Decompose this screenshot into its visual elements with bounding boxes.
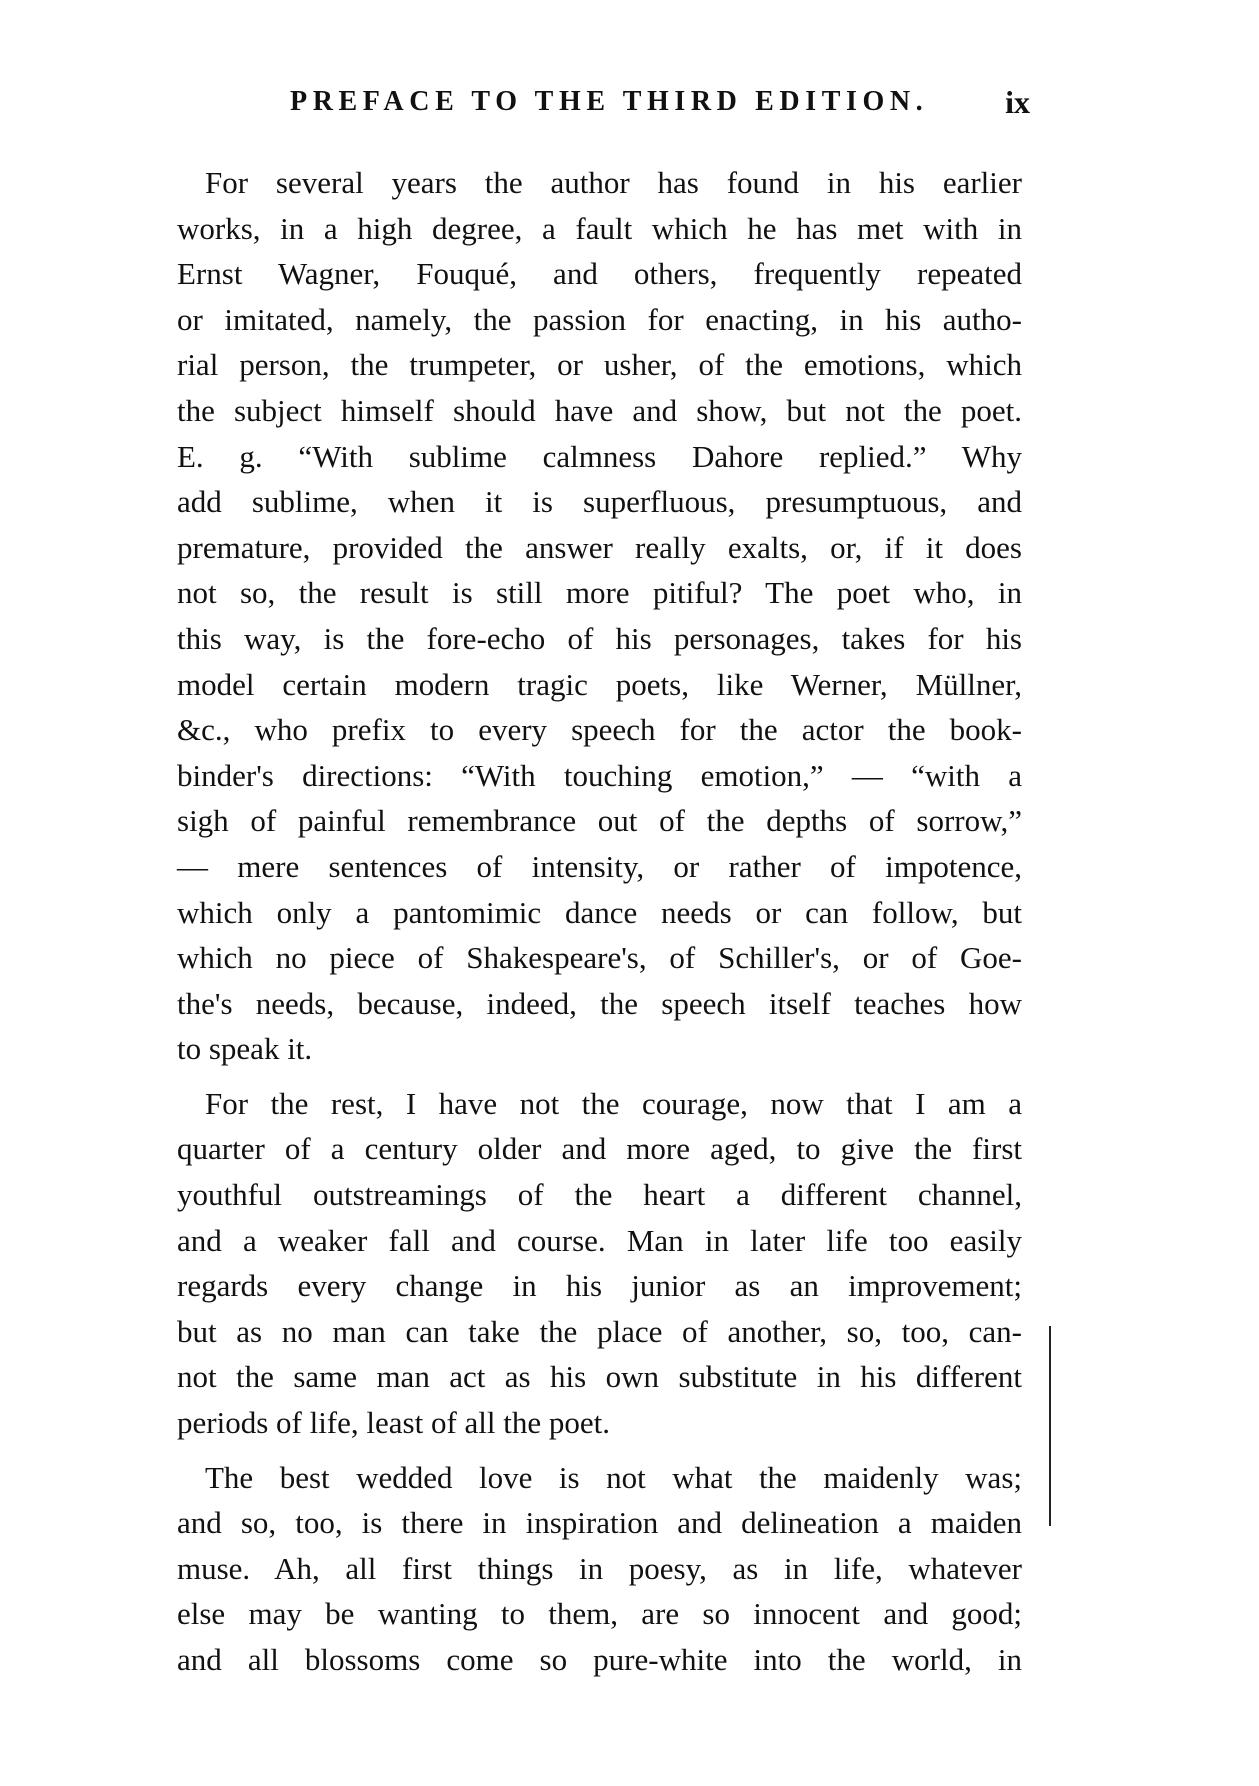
text-line: or imitated, namely, the passion for enacting, in his autho-: [177, 301, 1022, 337]
text-line: model certain modern tragic poets, like Werner, Müllner,: [177, 666, 1022, 702]
text-line: quarter of a century older and more aged, to give the first: [177, 1131, 1022, 1167]
text-line: else may be wanting to them, are so innocent and good;: [177, 1596, 1022, 1632]
text-line: youthful outstreamings of the heart a different channel,: [177, 1177, 1022, 1213]
text-line: rial person, the trumpeter, or usher, of the emotions, which: [177, 347, 1022, 383]
text-line: periods of life, least of all the poet.: [177, 1405, 611, 1441]
text-line: — mere sentences of intensity, or rather of impotence,: [177, 848, 1022, 884]
text-line: works, in a high degree, a fault which he has met with in: [177, 210, 1022, 246]
page-number: ix: [1005, 84, 1030, 120]
running-head: PREFACE TO THE THIRD EDITION.: [290, 86, 929, 117]
text-line: For several years the author has found in his earlier: [205, 165, 1022, 200]
text-line: The best wedded love is not what the maidenly was;: [205, 1459, 1022, 1495]
text-line: binder's directions: “With touching emotion,” — “with a: [177, 757, 1022, 793]
paragraph-3: [177, 1455, 1022, 1683]
text-line: and a weaker fall and course. Man in later life too easily: [177, 1222, 1022, 1258]
text-line: and so, too, is there in inspiration and delineation a maiden: [177, 1505, 1022, 1541]
page-header: [290, 86, 1030, 126]
text-line: the subject himself should have and show, but not the poet.: [177, 392, 1022, 428]
text-line: &c., who prefix to every speech for the actor the book-: [177, 712, 1022, 748]
text-line: premature, provided the answer really exalts, or, if it does: [177, 529, 1022, 565]
text-line: muse. Ah, all first things in poesy, as in life, whatever: [177, 1550, 1022, 1586]
body-text: [177, 160, 1022, 1683]
text-line: not the same man act as his own substitute in his different: [177, 1359, 1022, 1395]
text-line: which only a pantomimic dance needs or can follow, but: [177, 894, 1022, 930]
text-line: but as no man can take the place of another, so, too, can-: [177, 1313, 1022, 1349]
text-line: this way, is the fore-echo of his personages, takes for his: [177, 620, 1022, 656]
text-line: not so, the result is still more pitiful? The poet who, in: [177, 575, 1022, 611]
margin-rule: [1049, 1326, 1051, 1526]
text-line: the's needs, because, indeed, the speech itself teaches how: [177, 985, 1022, 1021]
text-line: For the rest, I have not the courage, now that I am a: [205, 1085, 1022, 1121]
text-line: to speak it.: [177, 1031, 313, 1067]
text-line: add sublime, when it is superfluous, presumptuous, and: [177, 484, 1022, 520]
text-line: sigh of painful remembrance out of the depths of sorrow,”: [177, 803, 1022, 839]
paragraph-1: [177, 160, 1022, 1072]
text-line: which no piece of Shakespeare's, of Schiller's, or of Goe-: [177, 940, 1022, 976]
text-line: regards every change in his junior as an improvement;: [177, 1268, 1022, 1304]
paragraph-2: [177, 1081, 1022, 1446]
text-line: Ernst Wagner, Fouqué, and others, frequently repeated: [177, 256, 1022, 292]
text-line: and all blossoms come so pure-white into the world, in: [177, 1642, 1022, 1677]
text-line: E. g. “With sublime calmness Dahore replied.” Why: [177, 438, 1022, 474]
